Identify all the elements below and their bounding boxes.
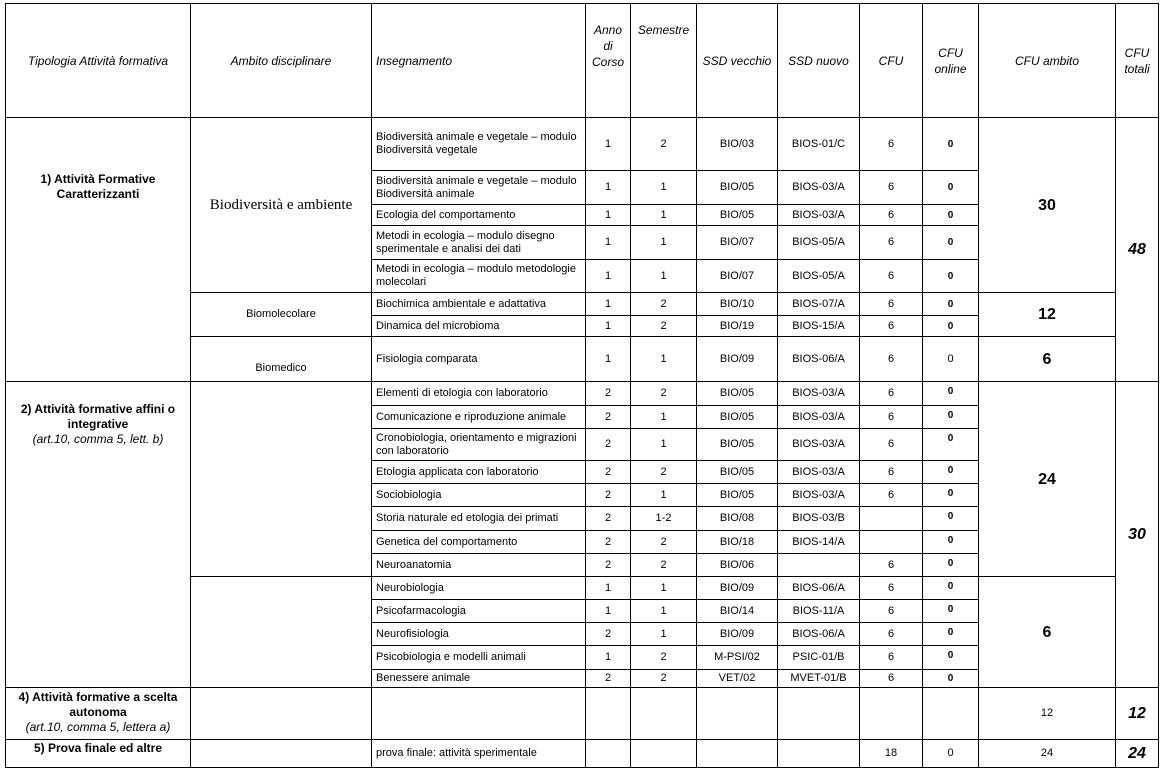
- row-19-sem: 2: [631, 646, 697, 670]
- row-14-sem: 2: [631, 531, 697, 554]
- row-8-anno: 2: [586, 382, 631, 406]
- row-15-ssd-new: [778, 554, 860, 577]
- group-2-note: (art.10, comma 5, lett. b): [32, 432, 164, 446]
- row-9-online: 0: [923, 406, 979, 429]
- empty-cell: [586, 740, 631, 768]
- row-10-ssd-new: BIOS-03/A: [778, 429, 860, 461]
- row-7-ssd-old: BIO/09: [697, 337, 778, 382]
- row-10-anno: 2: [586, 429, 631, 461]
- row-18-online: 0: [923, 623, 979, 646]
- row-10-ins: Cronobiologia, orientamento e migrazioni con laboratorio: [372, 429, 586, 461]
- row-2-ins: Ecologia del comportamento: [372, 205, 586, 226]
- header-cfu-totali: CFU totali: [1116, 4, 1159, 118]
- row-8-cfu: 6: [860, 382, 923, 406]
- row-13-online: 0: [923, 507, 979, 531]
- group-1-total: 48: [1116, 118, 1159, 382]
- header-semestre: Semestre: [631, 4, 697, 118]
- group-4-total: 12: [1116, 688, 1159, 740]
- group-5-ins: prova finale: attività sperimentale: [372, 740, 586, 768]
- row-2-ssd-new: BIOS-03/A: [778, 205, 860, 226]
- row-0-online: 0: [923, 118, 979, 171]
- row-12-cfu: 6: [860, 484, 923, 507]
- row-14-online: 0: [923, 531, 979, 554]
- empty-cell: [860, 688, 923, 740]
- row-8-ssd-new: BIOS-03/A: [778, 382, 860, 406]
- row-4-sem: 1: [631, 260, 697, 293]
- row-14-ssd-old: BIO/18: [697, 531, 778, 554]
- ambito-affini-2: [191, 577, 372, 688]
- row-3-ssd-old: BIO/07: [697, 226, 778, 260]
- empty-cell: [697, 688, 778, 740]
- row-7-ins: Fisiologia comparata: [372, 337, 586, 382]
- ambito-biomolecolare: Biomolecolare: [191, 293, 372, 337]
- empty-cell: [586, 688, 631, 740]
- empty-cell: [778, 740, 860, 768]
- row-5-cfu: 6: [860, 293, 923, 316]
- header-tipologia: Tipologia Attività formativa: [6, 4, 191, 118]
- row-18-ins: Neurofisiologia: [372, 623, 586, 646]
- row-8-ssd-old: BIO/05: [697, 382, 778, 406]
- row-1-anno: 1: [586, 171, 631, 205]
- row-1-ssd-old: BIO/05: [697, 171, 778, 205]
- row-1-ssd-new: BIOS-03/A: [778, 171, 860, 205]
- row-6-online: 0: [923, 316, 979, 337]
- row-3-ssd-new: BIOS-05/A: [778, 226, 860, 260]
- row-3-online: 0: [923, 226, 979, 260]
- row-7-online: 0: [923, 337, 979, 382]
- row-12-sem: 1: [631, 484, 697, 507]
- empty-cell: [631, 688, 697, 740]
- row-15-sem: 2: [631, 554, 697, 577]
- row-11-ins: Etologia applicata con laboratorio: [372, 461, 586, 484]
- row-2-anno: 1: [586, 205, 631, 226]
- row-19-online: 0: [923, 646, 979, 670]
- row-16-anno: 1: [586, 577, 631, 600]
- group-4-title: 4) Attività formative a scelta autonoma: [18, 690, 178, 719]
- row-19-ssd-new: PSIC-01/B: [778, 646, 860, 670]
- row-15-cfu: 6: [860, 554, 923, 577]
- row-20-anno: 2: [586, 670, 631, 688]
- curriculum-table: [5, 3, 1159, 768]
- empty-cell: [923, 688, 979, 740]
- row-15-ins: Neuroanatomia: [372, 554, 586, 577]
- row-0-anno: 1: [586, 118, 631, 171]
- row-14-cfu: [860, 531, 923, 554]
- header-anno: Anno di Corso: [586, 4, 631, 118]
- row-15-online: 0: [923, 554, 979, 577]
- row-16-ins: Neurobiologia: [372, 577, 586, 600]
- row-5-ssd-old: BIO/10: [697, 293, 778, 316]
- table-row: [6, 118, 1159, 171]
- row-12-ins: Sociobiologia: [372, 484, 586, 507]
- ambito-affini-2-cfu: 6: [979, 577, 1116, 688]
- row-17-anno: 1: [586, 600, 631, 623]
- row-0-ins: Biodiversità animale e vegetale – modulo Biodiversità vegetale: [372, 118, 586, 171]
- row-0-sem: 2: [631, 118, 697, 171]
- row-14-ins: Genetica del comportamento: [372, 531, 586, 554]
- group-5-ambito: 24: [979, 740, 1116, 768]
- row-17-ssd-old: BIO/14: [697, 600, 778, 623]
- row-4-anno: 1: [586, 260, 631, 293]
- row-3-anno: 1: [586, 226, 631, 260]
- row-4-ssd-old: BIO/07: [697, 260, 778, 293]
- group-2-total: 30: [1116, 382, 1159, 688]
- row-12-ssd-new: BIOS-03/A: [778, 484, 860, 507]
- row-12-anno: 2: [586, 484, 631, 507]
- header-insegnamento: Insegnamento: [372, 4, 586, 118]
- row-18-ssd-old: BIO/09: [697, 623, 778, 646]
- row-17-online: 0: [923, 600, 979, 623]
- row-9-ssd-old: BIO/05: [697, 406, 778, 429]
- ambito-biodiv-cfu: 30: [979, 118, 1116, 293]
- row-7-sem: 1: [631, 337, 697, 382]
- row-16-ssd-new: BIOS-06/A: [778, 577, 860, 600]
- row-13-ssd-old: BIO/08: [697, 507, 778, 531]
- row-11-online: 0: [923, 461, 979, 484]
- header-row: [6, 4, 1159, 118]
- row-10-cfu: 6: [860, 429, 923, 461]
- table-row: [6, 740, 1159, 768]
- header-cfu-ambito: CFU ambito: [979, 4, 1116, 118]
- empty-cell: [191, 740, 372, 768]
- row-11-ssd-old: BIO/05: [697, 461, 778, 484]
- row-13-sem: 1-2: [631, 507, 697, 531]
- row-14-anno: 2: [586, 531, 631, 554]
- row-1-ins: Biodiversità animale e vegetale – modulo Biodiversità animale: [372, 171, 586, 205]
- row-13-ins: Storia naturale ed etologia dei primati: [372, 507, 586, 531]
- row-6-sem: 2: [631, 316, 697, 337]
- group-5-online: 0: [923, 740, 979, 768]
- row-9-sem: 1: [631, 406, 697, 429]
- group-2-title: 2) Attività formative affini o integrative: [20, 402, 176, 431]
- ambito-affini-1: [191, 382, 372, 577]
- row-15-anno: 2: [586, 554, 631, 577]
- row-16-cfu: 6: [860, 577, 923, 600]
- table-row: [6, 382, 1159, 406]
- row-16-sem: 1: [631, 577, 697, 600]
- row-10-sem: 1: [631, 429, 697, 461]
- row-20-ins: Benessere animale: [372, 670, 586, 688]
- row-20-ssd-new: MVET-01/B: [778, 670, 860, 688]
- row-3-sem: 1: [631, 226, 697, 260]
- row-2-ssd-old: BIO/05: [697, 205, 778, 226]
- row-3-ins: Metodi in ecologia – modulo disegno sperimentale e analisi dei dati: [372, 226, 586, 260]
- row-13-cfu: [860, 507, 923, 531]
- row-12-ssd-old: BIO/05: [697, 484, 778, 507]
- row-3-cfu: 6: [860, 226, 923, 260]
- row-12-online: 0: [923, 484, 979, 507]
- row-6-ssd-old: BIO/19: [697, 316, 778, 337]
- row-15-ssd-old: BIO/06: [697, 554, 778, 577]
- row-18-cfu: 6: [860, 623, 923, 646]
- row-20-ssd-old: VET/02: [697, 670, 778, 688]
- group-2-cell: [6, 382, 191, 688]
- empty-cell: [631, 740, 697, 768]
- group-4-cell: [6, 688, 191, 740]
- row-16-ssd-old: BIO/09: [697, 577, 778, 600]
- group-1-title: 1) Attività Formative Caratterizzanti: [40, 172, 156, 201]
- row-19-ins: Psicobiologia e modelli animali: [372, 646, 586, 670]
- header-cfu: CFU: [860, 4, 923, 118]
- header-cfu-online: CFU online: [923, 4, 979, 118]
- row-16-online: 0: [923, 577, 979, 600]
- row-6-cfu: 6: [860, 316, 923, 337]
- row-7-cfu: 6: [860, 337, 923, 382]
- row-10-online: 0: [923, 429, 979, 461]
- group-4-ambito: 12: [979, 688, 1116, 740]
- row-5-online: 0: [923, 293, 979, 316]
- row-4-cfu: 6: [860, 260, 923, 293]
- row-17-sem: 1: [631, 600, 697, 623]
- row-19-anno: 1: [586, 646, 631, 670]
- row-9-anno: 2: [586, 406, 631, 429]
- row-13-ssd-new: BIOS-03/B: [778, 507, 860, 531]
- row-1-cfu: 6: [860, 171, 923, 205]
- ambito-biodiversita: Biodiversità e ambiente: [191, 118, 372, 293]
- row-11-ssd-new: BIOS-03/A: [778, 461, 860, 484]
- row-8-ins: Elementi di etologia con laboratorio: [372, 382, 586, 406]
- header-ssd-nuovo: SSD nuovo: [778, 4, 860, 118]
- empty-cell: [778, 688, 860, 740]
- row-0-ssd-new: BIOS-01/C: [778, 118, 860, 171]
- row-7-anno: 1: [586, 337, 631, 382]
- group-5-cfu: 18: [860, 740, 923, 768]
- ambito-affini-1-cfu: 24: [979, 382, 1116, 577]
- row-4-ssd-new: BIOS-05/A: [778, 260, 860, 293]
- row-2-cfu: 6: [860, 205, 923, 226]
- row-6-anno: 1: [586, 316, 631, 337]
- row-10-ssd-old: BIO/05: [697, 429, 778, 461]
- row-18-sem: 1: [631, 623, 697, 646]
- row-11-sem: 2: [631, 461, 697, 484]
- row-1-online: 0: [923, 171, 979, 205]
- row-19-cfu: 6: [860, 646, 923, 670]
- row-0-ssd-old: BIO/03: [697, 118, 778, 171]
- row-8-sem: 2: [631, 382, 697, 406]
- row-8-online: 0: [923, 382, 979, 406]
- row-11-cfu: 6: [860, 461, 923, 484]
- row-5-ins: Biochimica ambientale e adattativa: [372, 293, 586, 316]
- empty-cell: [372, 688, 586, 740]
- row-6-ins: Dinamica del microbioma: [372, 316, 586, 337]
- row-11-anno: 2: [586, 461, 631, 484]
- group-5-total: 24: [1116, 740, 1159, 768]
- row-17-cfu: 6: [860, 600, 923, 623]
- group-4-note: (art.10, comma 5, lettera a): [25, 720, 171, 734]
- row-5-sem: 2: [631, 293, 697, 316]
- row-5-anno: 1: [586, 293, 631, 316]
- row-6-ssd-new: BIOS-15/A: [778, 316, 860, 337]
- row-19-ssd-old: M-PSI/02: [697, 646, 778, 670]
- header-ambito: Ambito disciplinare: [191, 4, 372, 118]
- row-4-ins: Metodi in ecologia – modulo metodologie molecolari: [372, 260, 586, 293]
- row-13-anno: 2: [586, 507, 631, 531]
- row-9-ssd-new: BIOS-03/A: [778, 406, 860, 429]
- row-9-cfu: 6: [860, 406, 923, 429]
- row-18-ssd-new: BIOS-06/A: [778, 623, 860, 646]
- row-0-cfu: 6: [860, 118, 923, 171]
- row-17-ins: Psicofarmacologia: [372, 600, 586, 623]
- empty-cell: [191, 688, 372, 740]
- row-17-ssd-new: BIOS-11/A: [778, 600, 860, 623]
- row-18-anno: 2: [586, 623, 631, 646]
- row-5-ssd-new: BIOS-07/A: [778, 293, 860, 316]
- empty-cell: [697, 740, 778, 768]
- row-4-online: 0: [923, 260, 979, 293]
- row-2-sem: 1: [631, 205, 697, 226]
- row-20-sem: 2: [631, 670, 697, 688]
- header-ssd-vecchio: SSD vecchio: [697, 4, 778, 118]
- ambito-biomedico: Biomedico: [191, 337, 372, 382]
- row-20-cfu: 6: [860, 670, 923, 688]
- row-2-online: 0: [923, 205, 979, 226]
- row-20-online: 0: [923, 670, 979, 688]
- group-5-title: 5) Prova finale ed altre: [6, 740, 191, 768]
- table-row: [6, 688, 1159, 740]
- row-14-ssd-new: BIOS-14/A: [778, 531, 860, 554]
- row-1-sem: 1: [631, 171, 697, 205]
- row-7-ssd-new: BIOS-06/A: [778, 337, 860, 382]
- ambito-biomed-cfu: 6: [979, 337, 1116, 382]
- group-1-cell: [6, 118, 191, 382]
- ambito-biomol-cfu: 12: [979, 293, 1116, 337]
- row-9-ins: Comunicazione e riproduzione animale: [372, 406, 586, 429]
